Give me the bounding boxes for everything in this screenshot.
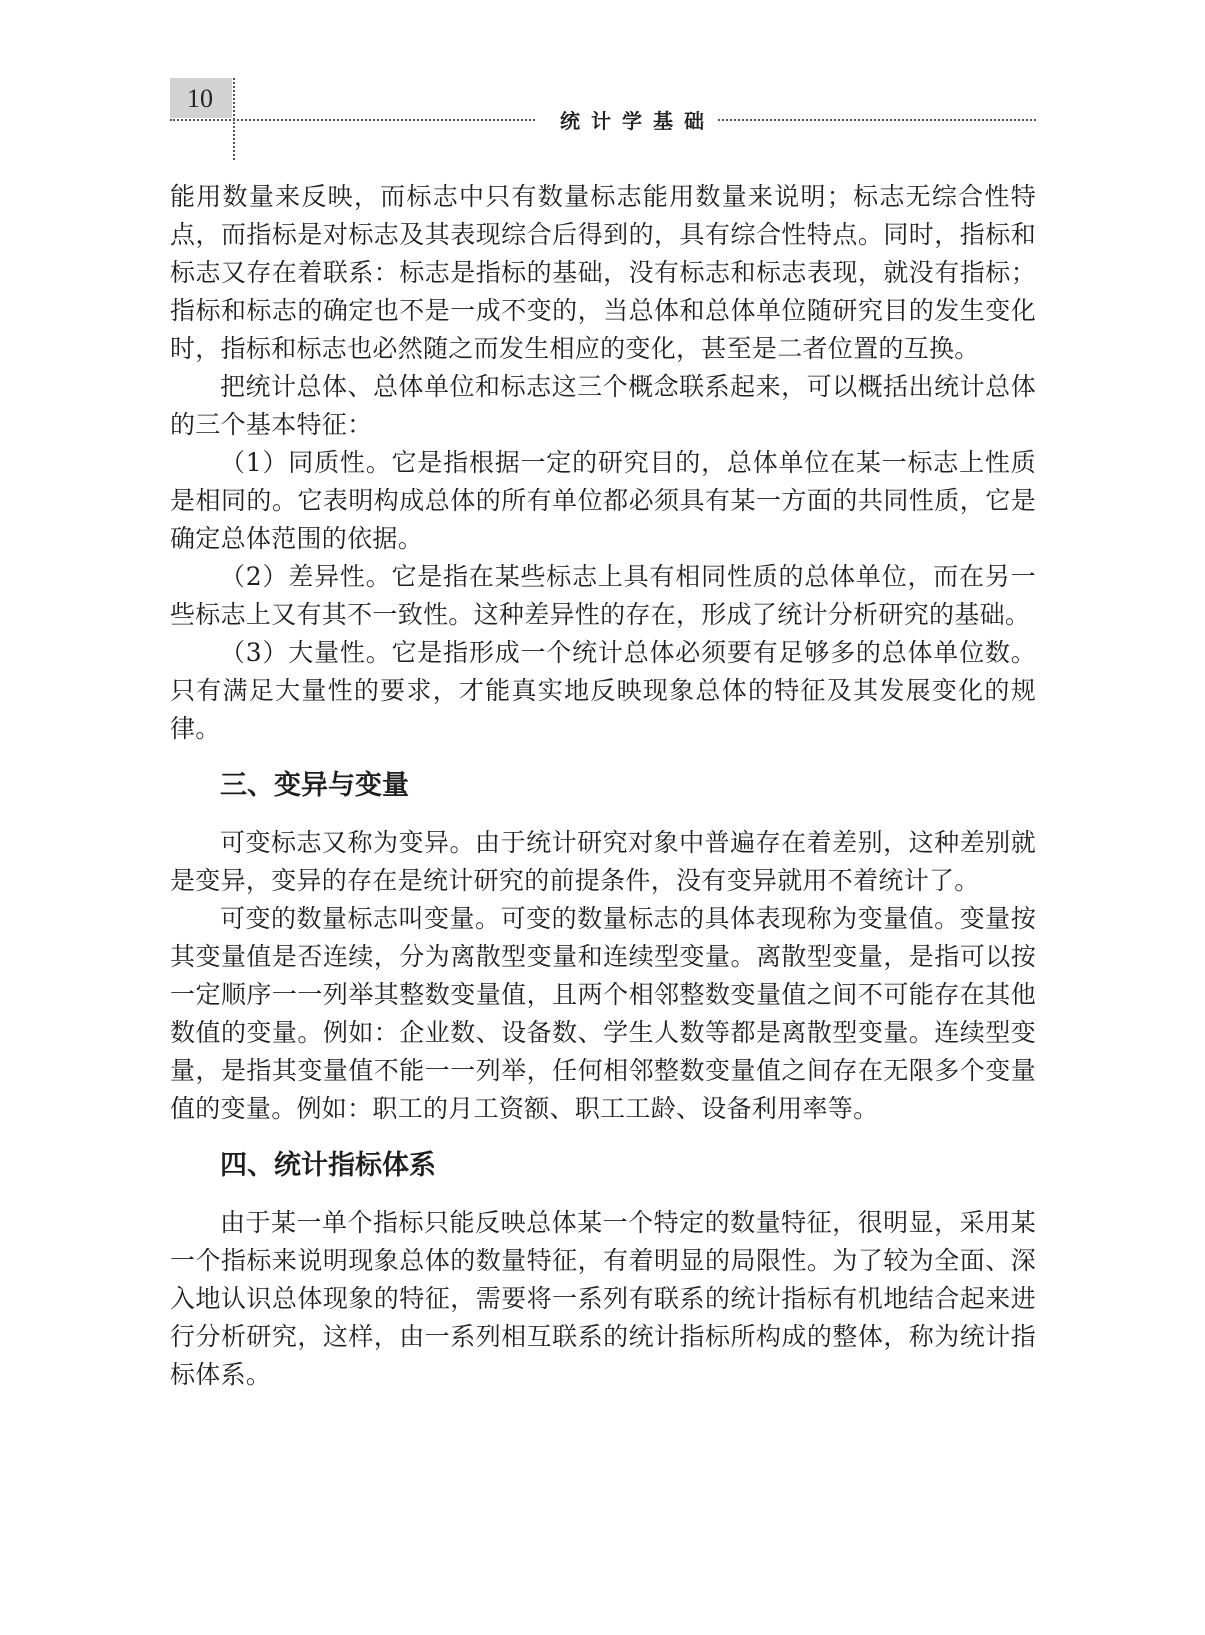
running-title: 统计学基础 [560, 109, 715, 133]
header-rule-right [718, 119, 1036, 121]
header-rule-left [170, 119, 535, 121]
page-number: 10 [187, 84, 213, 113]
section-heading-indicator-system: 四、统计指标体系 [220, 1150, 436, 1181]
paragraph-quantity: （3）大量性。它是指形成一个统计总体必须要有足够多的总体单位数。只有满足大量性的要求，才能真实地反映现象总体的特征及其发展变化的规律。 [170, 638, 1036, 743]
section-heading-variation: 三、变异与变量 [220, 770, 409, 801]
paragraph-homogeneity: （1）同质性。它是指根据一定的研究目的，总体单位在某一标志上性质是相同的。它表明构成总体的所有单位都必须具有某一方面的共同性质，它是确定总体范围的依据。 [170, 448, 1036, 553]
paragraph-variation: 可变标志又称为变异。由于统计研究对象中普遍存在着差别，这种差别就是变异，变异的存在是统计研究的前提条件，没有变异就用不着统计了。 [170, 828, 1036, 895]
page-number-box [170, 78, 232, 118]
paragraph-indicator-system: 由于某一单个指标只能反映总体某一个特定的数量特征，很明显，采用某一个指标来说明现象总体的数量特征，有着明显的局限性。为了较为全面、深入地认识总体现象的特征，需要将一系列有联系的统计指标有机地结合起来进行分析研究，这样，由一系列相互联系的统计指标所构成的整体，称为统计指标体系。 [170, 1208, 1036, 1389]
paragraph-difference: （2）差异性。它是指在某些标志上具有相同性质的总体单位，而在另一些标志上又有其不一致性。这种差异性的存在，形成了统计分析研究的基础。 [170, 562, 1036, 629]
paragraph-variable: 可变的数量标志叫变量。可变的数量标志的具体表现称为变量值。变量按其变量值是否连续，分为离散型变量和连续型变量。离散型变量，是指可以按一定顺序一一列举其整数变量值，且两个相邻整数变量值之间不可能存在其他数值的变量。例如：企业数、设备数、学生人数等都是离散型变量。连续型变量，是指其变量值不能一一列举，任何相邻整数变量值之间存在无限多个变量值的变量。例如：职工的月工资额、职工工龄、设备利用率等。 [170, 904, 1036, 1123]
page-body [170, 178, 1036, 1394]
paragraph-continued: 能用数量来反映，而标志中只有数量标志能用数量来说明；标志无综合性特点，而指标是对标志及其表现综合后得到的，具有综合性特点。同时，指标和标志又存在着联系：标志是指标的基础，没有标志和标志表现，就没有指标；指标和标志的确定也不是一成不变的，当总体和总体单位随研究目的发生变化时，指标和标志也必然随之而发生相应的变化，甚至是二者位置的互换。 [170, 182, 1036, 363]
paragraph-features-intro: 把统计总体、总体单位和标志这三个概念联系起来，可以概括出统计总体的三个基本特征： [170, 372, 1036, 439]
